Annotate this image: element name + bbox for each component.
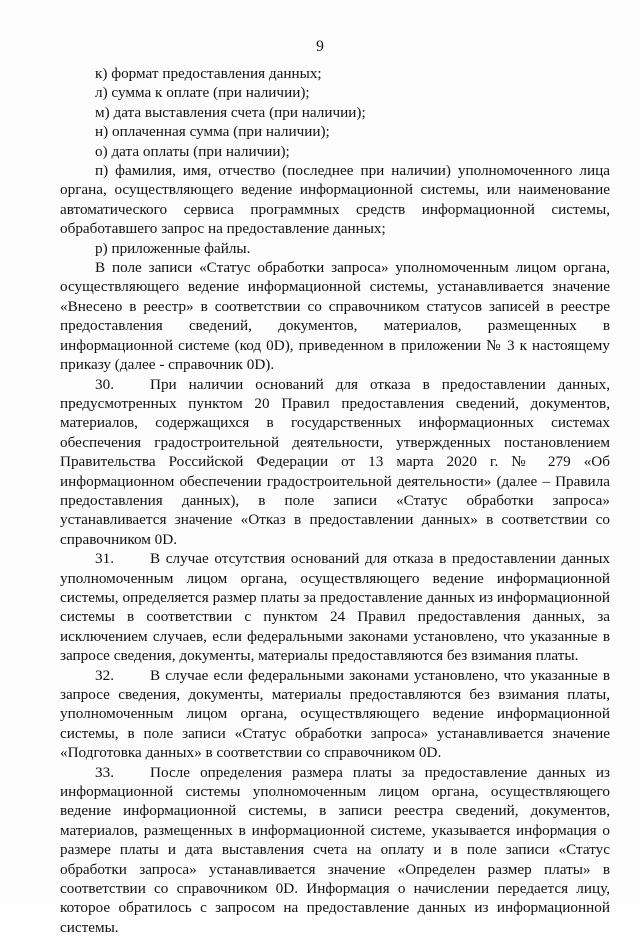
paragraph-30-text: При наличии оснований для отказа в предоставлении данных, предусмотренных пунктом 20 Правил предоставления сведений, документов, материалов, содержащихся в государственных информационных системах обеспечения градостроительной деятельности, утвержденных постановлением Правительства Российской Федерации от 13 марта 2020 г. № 279 «Об информационном обеспечении градостроительной деятельности» (далее – Правила предоставления данных), в поле записи «Статус обработки запроса» устанавливается значение «Отказ в предоставлении данных» в соответствии со справочником 0D. [60, 375, 610, 548]
document-body [60, 64, 610, 937]
paragraph-33-text: После определения размера платы за предоставление данных из информационной системы уполномоченным лицом органа, осуществляющего ведение информационной системы, в записи реестра сведений, документов, материалов, размещенных в информационной системе, указывается информация о размере платы и дата выставления счета на оплату и в поле записи «Статус обработки запроса» устанавливается значение «Определен размер платы» в соответствии со справочником 0D. Информация о начислении передается лицу, которое обратилось с запросом на предоставление данных из информационной системы. [60, 763, 610, 936]
list-item-m: м) дата выставления счета (при наличии); [95, 103, 366, 121]
paragraph-33 [60, 763, 610, 937]
paragraph-32-number: 32. [95, 666, 114, 684]
paragraph-31-text: В случае отсутствия оснований для отказа в предоставлении данных уполномоченным лицом органа, осуществляющего ведение информационной системы, определяется размер платы за предоставление данных из информационной системы в соответствии с пунктом 24 Правил предоставления данных, за исключением случаев, если федеральными законами установлено, что указанные в запросе сведения, документы, материалы предоставляются без взимания платы. [60, 550, 610, 665]
paragraph-31 [60, 549, 610, 665]
paragraph-33-number: 33. [95, 763, 114, 781]
page-number: 9 [316, 38, 324, 55]
list-item-n: н) оплаченная сумма (при наличии); [95, 123, 330, 141]
paragraph-31-number: 31. [95, 550, 114, 568]
list-item-o: о) дата оплаты (при наличии); [95, 142, 290, 160]
paragraph-status-field: В поле записи «Статус обработки запроса» уполномоченным лицом органа, осуществляющего ведение информационной системы, устанавливается значение «Внесено в реестр» в соответствии со справочником статусов записей в реестре предоставления сведений, документов, материалов, размещенных в информационной системе (код 0D), приведенном в приложении № 3 к настоящему приказу (далее - справочник 0D). [60, 259, 610, 374]
list-item-p: п) фамилия, имя, отчество (последнее при наличии) уполномоченного лица органа, осуществляющего ведение информационной системы, или наименование автоматического сервиса программных средств информационной системы, обработавшего запрос на предоставление данных; [60, 162, 610, 238]
paragraph-32-text: В случае если федеральными законами установлено, что указанные в запросе сведения, документы, материалы предоставляются без взимания платы, уполномоченным лицом органа, осуществляющего ведение информационной системы, в поле записи «Статус обработки запроса» устанавливается значение «Подготовка данных» в соответствии со справочником 0D. [60, 666, 610, 762]
paragraph-32 [60, 666, 610, 763]
list-item-r: р) приложенные файлы. [95, 239, 251, 257]
list-item-k: к) формат предоставления данных; [95, 65, 322, 82]
paragraph-30 [60, 375, 610, 550]
paragraph-30-number: 30. [95, 375, 114, 393]
list-item-l: л) сумма к оплате (при наличии); [95, 84, 310, 102]
